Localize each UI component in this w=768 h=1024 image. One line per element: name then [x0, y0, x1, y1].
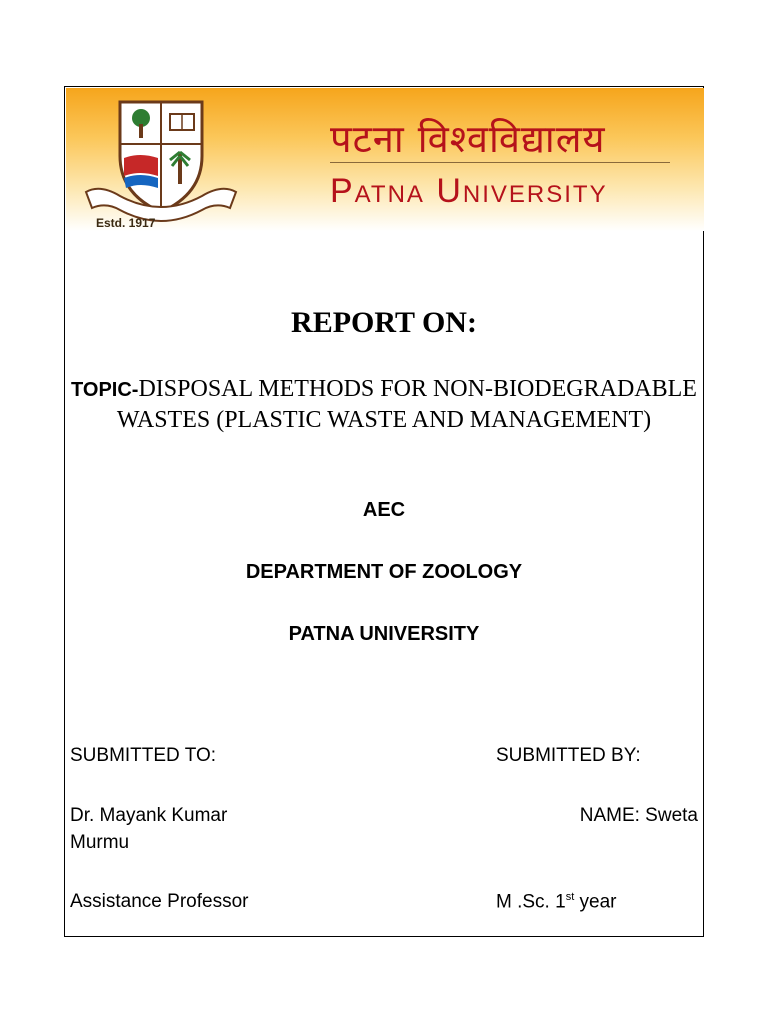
submitted-by-label: SUBMITTED BY:	[496, 745, 641, 766]
university-name: PATNA UNIVERSITY	[288, 623, 480, 645]
supervisor-designation: Assistance Professor	[70, 891, 249, 912]
student-class-suffix: year	[574, 891, 617, 913]
university-name-english: Patna University	[330, 172, 608, 210]
name-divider	[330, 162, 670, 163]
student-class-prefix: M .Sc. 1	[496, 891, 566, 913]
report-topic	[70, 374, 698, 435]
university-seal-icon	[80, 96, 242, 234]
report-title: REPORT ON:	[291, 306, 477, 339]
topic-prefix: TOPIC-	[71, 379, 139, 401]
submitted-to-label: SUBMITTED TO:	[70, 745, 217, 766]
university-name-hindi: पटना विश्वविद्यालय	[330, 117, 606, 161]
department-name: DEPARTMENT OF ZOOLOGY	[245, 561, 523, 583]
supervisor-name-line2: Murmu	[70, 832, 130, 853]
student-class	[496, 891, 617, 913]
course-name: AEC	[362, 499, 406, 521]
topic-text: DISPOSAL METHODS FOR NON-BIODEGRADABLE WASTES (PLASTIC WASTE AND MANAGEMENT)	[116, 376, 697, 433]
established-year: Estd. 1917	[96, 216, 156, 230]
supervisor-name-line1: Dr. Mayank Kumar	[70, 805, 228, 826]
student-name: NAME: Sweta	[579, 805, 698, 826]
student-class-ordinal: st	[565, 891, 575, 903]
